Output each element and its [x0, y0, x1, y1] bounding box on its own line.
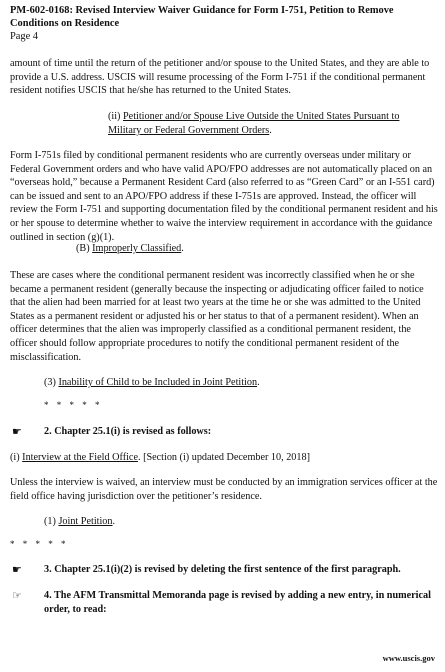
- paragraph-improperly-classified: These are cases where the conditional permanent resident was incorrectly classified when he or she became a permanent resident (generally because the inspecting or adjudicating officer failed to notice that the alien had been married for at least two years at the time he or she was admitted to the United States as a permanent resident or adjusted his or her status to that of a permanent resident). When an officer determines that the alien was improperly classified as a conditional permanent resident, the officer should follow appropriate procedures to notify the conditional permanent resident of the misclassification.: [10, 270, 424, 363]
- amendment-3: 3. Chapter 25.1(i)(2) is revised by deleting the first sentence of the first paragraph.: [44, 564, 401, 575]
- omission-stars-1: * * * * *: [44, 400, 103, 410]
- omission-stars-2: * * * * *: [10, 539, 69, 549]
- subheading-b-period: .: [181, 243, 184, 254]
- subheading-ii-title-line1: Petitioner and/or Spouse Live Outside the United States Pursuant to: [123, 111, 400, 122]
- header-title-line1: PM-602-0168: Revised Interview Waiver Guidance for Form I-751, Petition to Remove: [10, 5, 394, 16]
- subheading-i-note: . [Section (i) updated December 10, 2018]: [137, 452, 310, 463]
- subheading-1: [44, 515, 436, 529]
- pointing-hand-icon: ☛: [12, 425, 22, 438]
- subheading-1-period: .: [112, 516, 116, 527]
- paragraph-interview-field-office: Unless the interview is waived, an interview must be conducted by an immigration services officer at the field office having jurisdiction over the petitioner’s residence.: [10, 477, 438, 502]
- subheading-b-number: (B): [76, 243, 90, 254]
- subheading-ii-number: (ii): [108, 111, 121, 122]
- subheading-3-number: (3): [44, 377, 56, 388]
- document-header: [10, 4, 438, 43]
- paragraph-overseas-hold-end: amount of time until the return of the petitioner and/or spouse to the United States, and they are able to provide a U.S. address. USCIS will resume processing of the Form I-751 if the conditional permanent resident notifies USCIS that he/she has returned to the United States.: [10, 58, 430, 97]
- amendment-2: 2. Chapter 25.1(i) is revised as follows:: [44, 426, 212, 437]
- subheading-b: [76, 242, 436, 256]
- subheading-1-title: Joint Petition: [58, 516, 113, 527]
- subheading-ii-title-line2: Military or Federal Government Orders: [108, 124, 270, 136]
- subheading-1-number: (1): [44, 516, 56, 527]
- subheading-i-title: Interview at the Field Office: [22, 452, 138, 463]
- pointing-hand-outline-icon: ☞: [12, 589, 22, 602]
- footer-website: www.uscis.gov: [382, 653, 435, 664]
- subheading-ii-period: .: [269, 124, 272, 136]
- subheading-ii: [108, 110, 430, 137]
- subheading-b-title: Improperly Classified: [92, 243, 182, 254]
- subheading-3: [44, 376, 436, 390]
- pointing-hand-icon: ☛: [12, 563, 22, 576]
- subheading-3-period: .: [257, 377, 260, 388]
- paragraph-military-orders: Form I-751s filed by conditional permanent residents who are currently overseas under military or Federal Government orders and who have valid APO/FPO addresses are not automatically placed on an “overseas hold,” because a Permanent Resident Card (also referred to as “Green Card” or an I-551 card) can be issued and sent to an APO/FPO address if these I-751s are approved. Instead, the officer will review the Form I-751 and supporting documentation filed by the conditional permanent resident and his or her spouse to determine whether to waive the interview requirement in accordance with the guidance outlined in section (g)(1).: [10, 150, 438, 243]
- header-page-number: Page 4: [10, 31, 38, 42]
- subheading-3-title: Inability of Child to be Included in Joint Petition: [58, 377, 258, 388]
- subheading-i-number: (i): [10, 452, 20, 463]
- header-title-line2: Conditions on Residence: [10, 18, 120, 29]
- subheading-i: [10, 451, 438, 465]
- amendment-4: 4. The AFM Transmittal Memoranda page is revised by adding a new entry, in numerical order, to read:: [44, 590, 431, 615]
